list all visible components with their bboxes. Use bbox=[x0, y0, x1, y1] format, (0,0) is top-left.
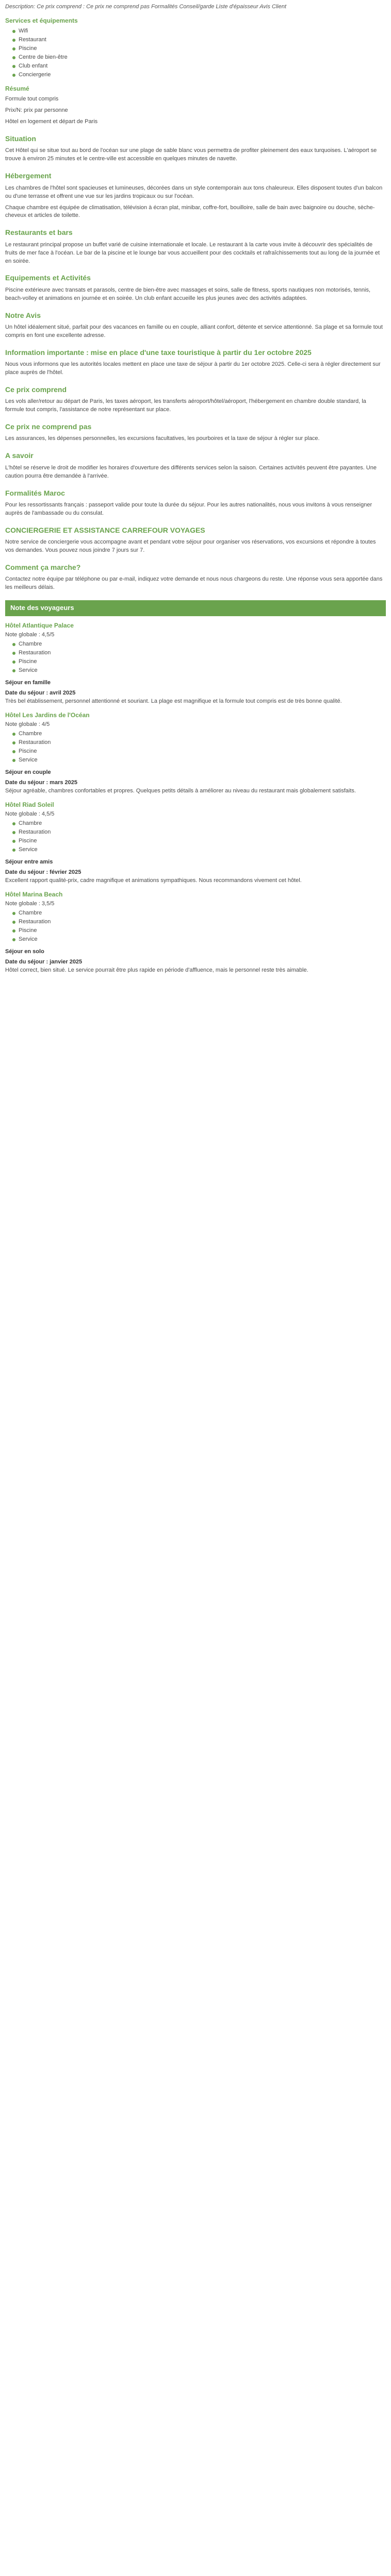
bullet-icon bbox=[12, 652, 15, 655]
bullet-icon bbox=[12, 750, 15, 753]
list-item: Chambre bbox=[12, 820, 386, 828]
info-text: Nous vous informons que les autorités locales mettent en place une taxe de séjour à partir du 1er octobre 2025. Celle-ci sera à régler directement sur place auprès de l'hôtel. bbox=[5, 361, 381, 376]
stay-date: Date du séjour : janvier 2025 bbox=[5, 958, 83, 965]
formalites-heading: Formalités Maroc bbox=[5, 488, 65, 497]
avis-text: Un hôtel idéalement situé, parfait pour des vacances en famille ou en couple, alliant confort, détente et service attentionné. Sa plage et sa formule tout compris en font une excellente adresse. bbox=[5, 324, 383, 338]
bullet-icon bbox=[12, 849, 15, 852]
bullet-icon bbox=[12, 733, 15, 736]
bullet-icon bbox=[12, 759, 15, 762]
stay-date: Date du séjour : février 2025 bbox=[5, 869, 82, 875]
room-label: Résumé bbox=[5, 84, 29, 92]
bullet-icon bbox=[12, 840, 15, 843]
hebergement-text-2: Chaque chambre est équipée de climatisation, télévision à écran plat, minibar, coffre-fort, bouilloire, salle de bain avec baignoire ou douche, sèche-cheveux et articles de toilette. bbox=[5, 204, 375, 219]
situation-heading: Situation bbox=[5, 134, 36, 143]
bullet-icon bbox=[12, 65, 15, 68]
list-item: Piscine bbox=[12, 658, 386, 666]
hotel-rating: Note globale : 4,5/5 bbox=[5, 632, 55, 638]
avis-heading: Notre Avis bbox=[5, 311, 41, 319]
hotel-name: Hôtel Les Jardins de l'Océan bbox=[5, 711, 90, 719]
review-criteria bbox=[5, 730, 386, 765]
price-label: Prix/N: prix par personne bbox=[5, 107, 68, 114]
list-item: Piscine bbox=[12, 837, 386, 845]
equipements-heading: Equipements et Activités bbox=[5, 274, 91, 282]
prix-comprend-heading: Ce prix comprend bbox=[5, 385, 67, 394]
price-note: Hôtel en logement et départ de Paris bbox=[5, 118, 98, 125]
review-comment: Excellent rapport qualité-prix, cadre magnifique et animations sympathiques. Nous recommandons vivement cet hôtel. bbox=[5, 877, 302, 884]
list-item: Service bbox=[12, 756, 386, 765]
list-item: Service bbox=[12, 846, 386, 854]
a-savoir-heading: A savoir bbox=[5, 451, 34, 460]
bullet-icon bbox=[12, 643, 15, 646]
hebergement-text-1: Les chambres de l'hôtel sont spacieuses et lumineuses, décorées dans un style contemporain aux tons chaleureux. Elles disposent toutes d'un balcon ou d'une terrasse et offrent une vue sur les jardins tropicaux ou sur l'océan. bbox=[5, 184, 383, 199]
hotel-name: Hôtel Riad Soleil bbox=[5, 801, 54, 808]
list-item: Piscine bbox=[12, 748, 386, 756]
page bbox=[0, 0, 391, 994]
bullet-icon bbox=[12, 921, 15, 924]
bullet-icon bbox=[12, 56, 15, 59]
review-criteria bbox=[5, 820, 386, 854]
bullet-icon bbox=[12, 669, 15, 672]
hotel-name: Hôtel Marina Beach bbox=[5, 890, 63, 898]
services-heading: Services et équipements bbox=[5, 16, 78, 24]
services-list bbox=[5, 27, 386, 79]
notes-band: Note des voyageurs bbox=[5, 600, 386, 616]
hotel-rating: Note globale : 4/5 bbox=[5, 721, 50, 728]
stay-type: Séjour en solo bbox=[5, 948, 44, 955]
bullet-icon bbox=[12, 741, 15, 744]
bullet-icon bbox=[12, 660, 15, 664]
restaurants-text: Le restaurant principal propose un buffet varié de cuisine internationale et locale. Le restaurant à la carte vous invite à découvrir des spécialités de fruits de mer face à l'océan. Le bar de la piscine et le lounge bar vous accueillent pour des cocktails et rafraîchissements tout au long de la journée et en soirée. bbox=[5, 241, 380, 264]
review-block bbox=[5, 890, 386, 975]
list-item: Wifi bbox=[12, 27, 386, 36]
list-item: Service bbox=[12, 936, 386, 944]
list-item: Restauration bbox=[12, 739, 386, 747]
conciergerie-heading: CONCIERGERIE ET ASSISTANCE CARREFOUR VOYAGES bbox=[5, 526, 205, 534]
info-heading: Information importante : mise en place d'une taxe touristique à partir du 1er octobre 2025 bbox=[5, 348, 312, 357]
stay-type: Séjour en famille bbox=[5, 680, 51, 686]
review-comment: Très bel établissement, personnel attentionné et souriant. La plage est magnifique et la formule tout compris est de très bonne qualité. bbox=[5, 698, 342, 704]
hotel-rating: Note globale : 3,5/5 bbox=[5, 901, 55, 907]
list-item: Restauration bbox=[12, 828, 386, 837]
bullet-icon bbox=[12, 912, 15, 915]
stay-type: Séjour entre amis bbox=[5, 858, 53, 865]
review-comment: Séjour agréable, chambres confortables et propres. Quelques petits détails à améliorer au niveau du restaurant mais globalement satisfaits. bbox=[5, 787, 356, 794]
bullet-icon bbox=[12, 39, 15, 42]
list-item: Chambre bbox=[12, 730, 386, 738]
hotel-rating: Note globale : 4,5/5 bbox=[5, 811, 55, 818]
list-item: Club enfant bbox=[12, 62, 386, 71]
bullet-icon bbox=[12, 831, 15, 834]
hotel-name: Hôtel Atlantique Palace bbox=[5, 621, 74, 629]
bullet-icon bbox=[12, 938, 15, 941]
review-block bbox=[5, 711, 386, 795]
a-savoir-text: L'hôtel se réserve le droit de modifier les horaires d'ouverture des différents services selon la saison. Certaines activités peuvent être payantes. Une caution pourra être demandée à l'arrivée. bbox=[5, 464, 377, 479]
list-item: Service bbox=[12, 667, 386, 675]
conciergerie-text: Notre service de conciergerie vous accompagne avant et pendant votre séjour pour organiser vos réservations, vos excursions et répondre à toutes vos demandes. Vous pouvez nous joindre 7 jours sur 7. bbox=[5, 539, 376, 553]
list-item: Chambre bbox=[12, 640, 386, 649]
bullet-icon bbox=[12, 929, 15, 933]
list-item: Piscine bbox=[12, 45, 386, 53]
list-item: Centre de bien-être bbox=[12, 54, 386, 62]
bullet-icon bbox=[12, 74, 15, 77]
comment-heading: Comment ça marche? bbox=[5, 563, 81, 571]
situation-text: Cet Hôtel qui se situe tout au bord de l'océan sur une plage de sable blanc vous permettra de profiter pleinement des eaux turquoises. L'aéroport se trouve à environ 25 minutes et le centre-ville est accessible en quelques minutes de navette. bbox=[5, 147, 377, 162]
formalites-text: Pour les ressortissants français : passeport valide pour toute la durée du séjour. Pour les autres nationalités, nous vous invitons à vous renseigner auprès de l'ambassade ou du consulat. bbox=[5, 501, 372, 516]
review-criteria bbox=[5, 909, 386, 944]
comment-text: Contactez notre équipe par téléphone ou par e-mail, indiquez votre demande et nous nous chargeons du reste. Une réponse vous sera apportée dans les meilleurs délais. bbox=[5, 576, 383, 591]
list-item: Restauration bbox=[12, 918, 386, 926]
list-item: Restaurant bbox=[12, 36, 386, 44]
prix-ne-comprend-heading: Ce prix ne comprend pas bbox=[5, 422, 92, 431]
bullet-icon bbox=[12, 47, 15, 50]
review-block bbox=[5, 801, 386, 885]
stay-type: Séjour en couple bbox=[5, 769, 51, 775]
review-comment: Hôtel correct, bien situé. Le service pourrait être plus rapide en période d'affluence, mais le personnel reste très aimable. bbox=[5, 967, 308, 973]
bullet-icon bbox=[12, 822, 15, 825]
review-block bbox=[5, 621, 386, 706]
list-item: Conciergerie bbox=[12, 71, 386, 79]
formule-label: Formule tout compris bbox=[5, 96, 59, 103]
stay-date: Date du séjour : mars 2025 bbox=[5, 779, 78, 786]
prix-ne-comprend-text: Les assurances, les dépenses personnelles, les excursions facultatives, les pourboires et la taxe de séjour à régler sur place. bbox=[5, 435, 320, 442]
stay-date: Date du séjour : avril 2025 bbox=[5, 689, 76, 696]
intro-text: Description: Ce prix comprend : Ce prix ne comprend pas Formalités Conseil/garde Liste d'épaisseur Avis Client bbox=[5, 4, 287, 10]
list-item: Restauration bbox=[12, 649, 386, 657]
review-criteria bbox=[5, 640, 386, 675]
prix-comprend-text: Les vols aller/retour au départ de Paris, les taxes aéroport, les transferts aéroport/hôtel/aéroport, l'hébergement en chambre double standard, la formule tout compris, l'assistance de notre représentant sur place. bbox=[5, 398, 366, 413]
list-item: Chambre bbox=[12, 909, 386, 918]
restaurants-heading: Restaurants et bars bbox=[5, 228, 73, 237]
bullet-icon bbox=[12, 30, 15, 33]
list-item: Piscine bbox=[12, 927, 386, 935]
equipements-text: Piscine extérieure avec transats et parasols, centre de bien-être avec massages et soins, salle de fitness, sports nautiques non motorisés, tennis, beach-volley et animations en journée et en soirée. Un club enfant accueille les plus jeunes avec des activités adaptées. bbox=[5, 286, 371, 301]
hebergement-heading: Hébergement bbox=[5, 172, 52, 180]
